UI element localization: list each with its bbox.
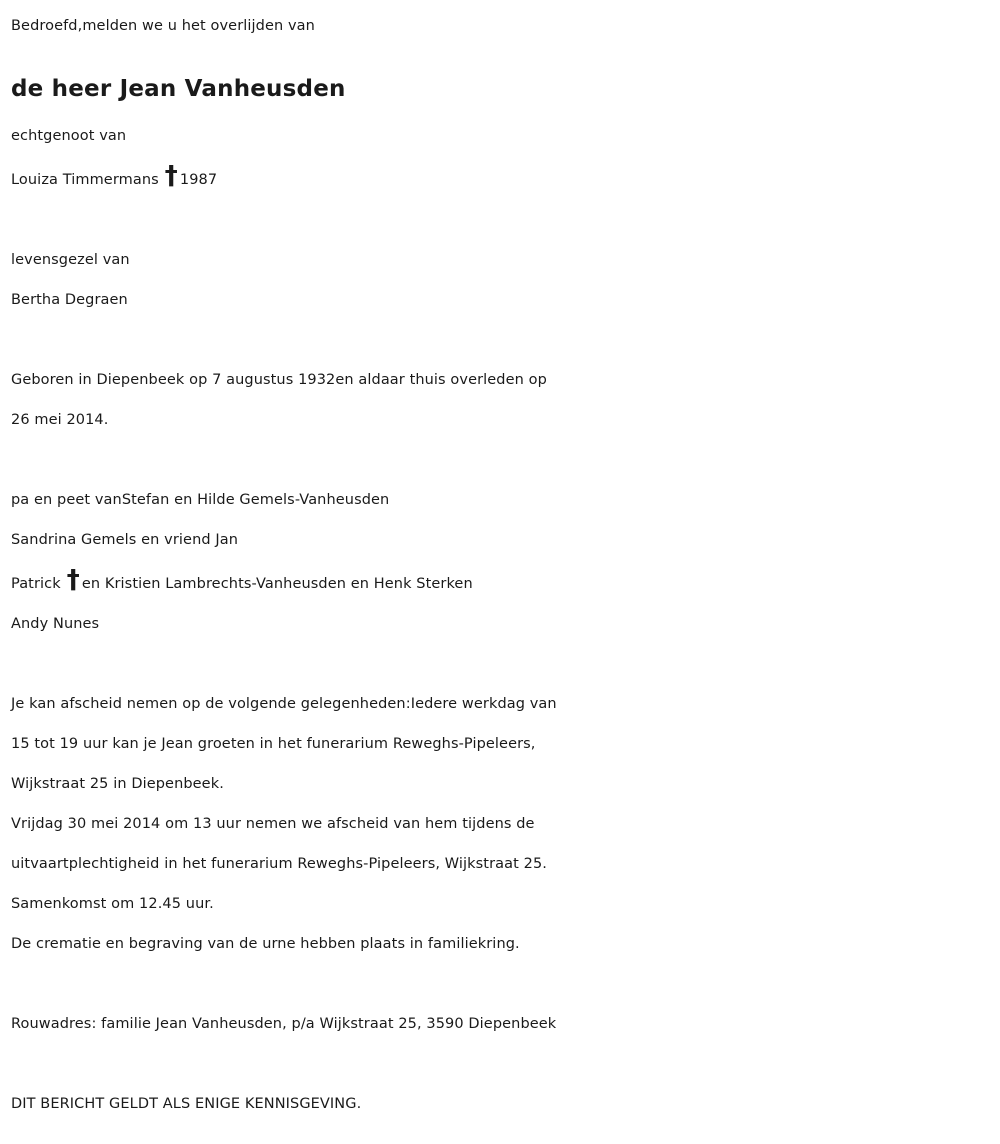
intro-text: Bedroefd,melden we u het overlijden van (11, 18, 315, 34)
farewell-line-1: Je kan afscheid nemen op de volgende gelegenheden:Iedere werkdag van (11, 696, 557, 712)
farewell-line-7: De crematie en begraving van de urne hebben plaats in familiekring. (11, 936, 520, 952)
spouse-name: Louiza Timmermans (11, 172, 159, 188)
farewell-line-4: Vrijdag 30 mei 2014 om 13 uur nemen we afscheid van hem tijdens de (11, 816, 535, 832)
family-line-1: pa en peet vanStefan en Hilde Gemels-Vanheusden (11, 492, 390, 508)
family-line-3 (11, 560, 989, 604)
spacer (11, 200, 989, 240)
birth-death-line-2: 26 mei 2014. (11, 412, 109, 428)
spacer (11, 964, 989, 1004)
family-patrick: Patrick (11, 576, 61, 592)
spacer (11, 320, 989, 360)
family-line-3-rest: en Kristien Lambrechts-Vanheusden en Henk Sterken (81, 576, 473, 592)
farewell-line-5: uitvaartplechtigheid in het funerarium Reweghs-Pipeleers, Wijkstraat 25. (11, 856, 547, 872)
farewell-line-2: 15 tot 19 uur kan je Jean groeten in het funerarium Reweghs-Pipeleers, (11, 736, 536, 752)
farewell-line-6: Samenkomst om 12.45 uur. (11, 896, 214, 912)
deceased-name: de heer Jean Vanheusden (11, 76, 346, 102)
spacer (11, 644, 989, 684)
spacer (11, 1044, 989, 1084)
birth-death-line-1: Geboren in Diepenbeek op 7 augustus 1932en aldaar thuis overleden op (11, 372, 547, 388)
family-line-2: Sandrina Gemels en vriend Jan (11, 532, 239, 548)
cross-icon: † (66, 565, 80, 595)
cross-icon: † (164, 161, 178, 191)
farewell-line-3: Wijkstraat 25 in Diepenbeek. (11, 776, 224, 792)
spouse-label: echtgenoot van (11, 128, 127, 144)
partner-label: levensgezel van (11, 252, 130, 268)
spouse-line (11, 156, 989, 200)
spacer (11, 440, 989, 480)
spouse-death-year: 1987 (179, 172, 218, 188)
sole-notice: DIT BERICHT GELDT ALS ENIGE KENNISGEVING. (11, 1096, 362, 1112)
mourning-address: Rouwadres: familie Jean Vanheusden, p/a Wijkstraat 25, 3590 Diepenbeek (11, 1016, 557, 1032)
family-line-4: Andy Nunes (11, 616, 100, 632)
partner-name: Bertha Degraen (11, 292, 128, 308)
